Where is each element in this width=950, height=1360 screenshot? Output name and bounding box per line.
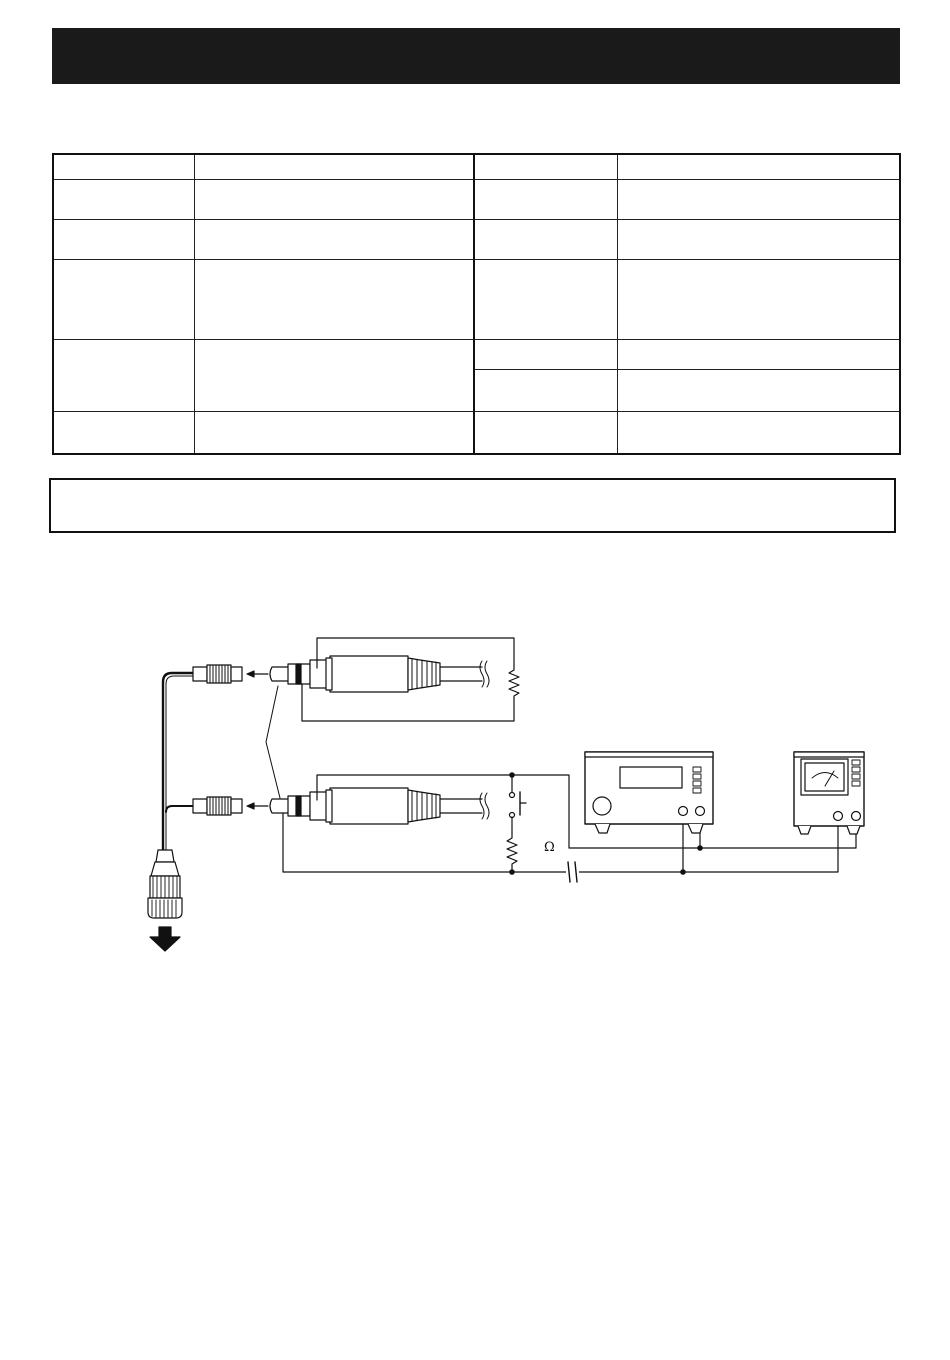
signal-generator	[585, 752, 713, 833]
table-cell	[53, 154, 194, 179]
table-cell	[474, 179, 617, 219]
table-cell	[474, 154, 617, 179]
table-cell	[53, 339, 194, 411]
capacitor	[566, 862, 579, 882]
table-cell	[617, 369, 900, 411]
table-row	[53, 219, 900, 259]
table-cell	[194, 259, 474, 339]
table-cell	[53, 219, 194, 259]
headphone-adapter-cable	[148, 665, 242, 918]
table-cell	[617, 179, 900, 219]
table-row	[53, 179, 900, 219]
push-switch	[510, 775, 527, 833]
lower-socket	[193, 797, 242, 815]
insertion-arrows	[247, 671, 268, 809]
load-resistor	[509, 665, 519, 700]
table-cell	[474, 219, 617, 259]
table-cell	[474, 369, 617, 411]
series-resistor	[507, 833, 517, 872]
table-row	[53, 411, 900, 454]
table-cell	[53, 259, 194, 339]
upper-socket	[193, 665, 242, 683]
spec-table	[52, 153, 901, 455]
down-arrow-icon	[150, 927, 180, 951]
connection-diagram	[0, 600, 950, 960]
table-cell	[617, 339, 900, 369]
analog-level-meter	[794, 752, 864, 834]
table-cell	[194, 219, 474, 259]
lower-headphone-plug	[270, 788, 489, 824]
table-cell	[194, 179, 474, 219]
note-box	[49, 478, 896, 533]
table-cell	[617, 411, 900, 454]
table-cell	[53, 179, 194, 219]
table-cell	[194, 154, 474, 179]
upper-headphone-plug	[270, 656, 489, 692]
table-cell	[474, 339, 617, 369]
ohm-label: Ω	[544, 840, 555, 855]
main-plug	[148, 850, 182, 918]
table-cell	[617, 259, 900, 339]
table-cell	[194, 411, 474, 454]
table-cell	[53, 411, 194, 454]
plug-bracket	[266, 686, 280, 798]
table-cell	[474, 411, 617, 454]
table-row	[53, 339, 900, 369]
table-cell	[617, 154, 900, 179]
header-bar	[52, 28, 900, 84]
table-cell	[617, 219, 900, 259]
table-cell	[474, 259, 617, 339]
table-row	[53, 259, 900, 339]
table-row	[53, 154, 900, 179]
table-cell	[194, 339, 474, 411]
